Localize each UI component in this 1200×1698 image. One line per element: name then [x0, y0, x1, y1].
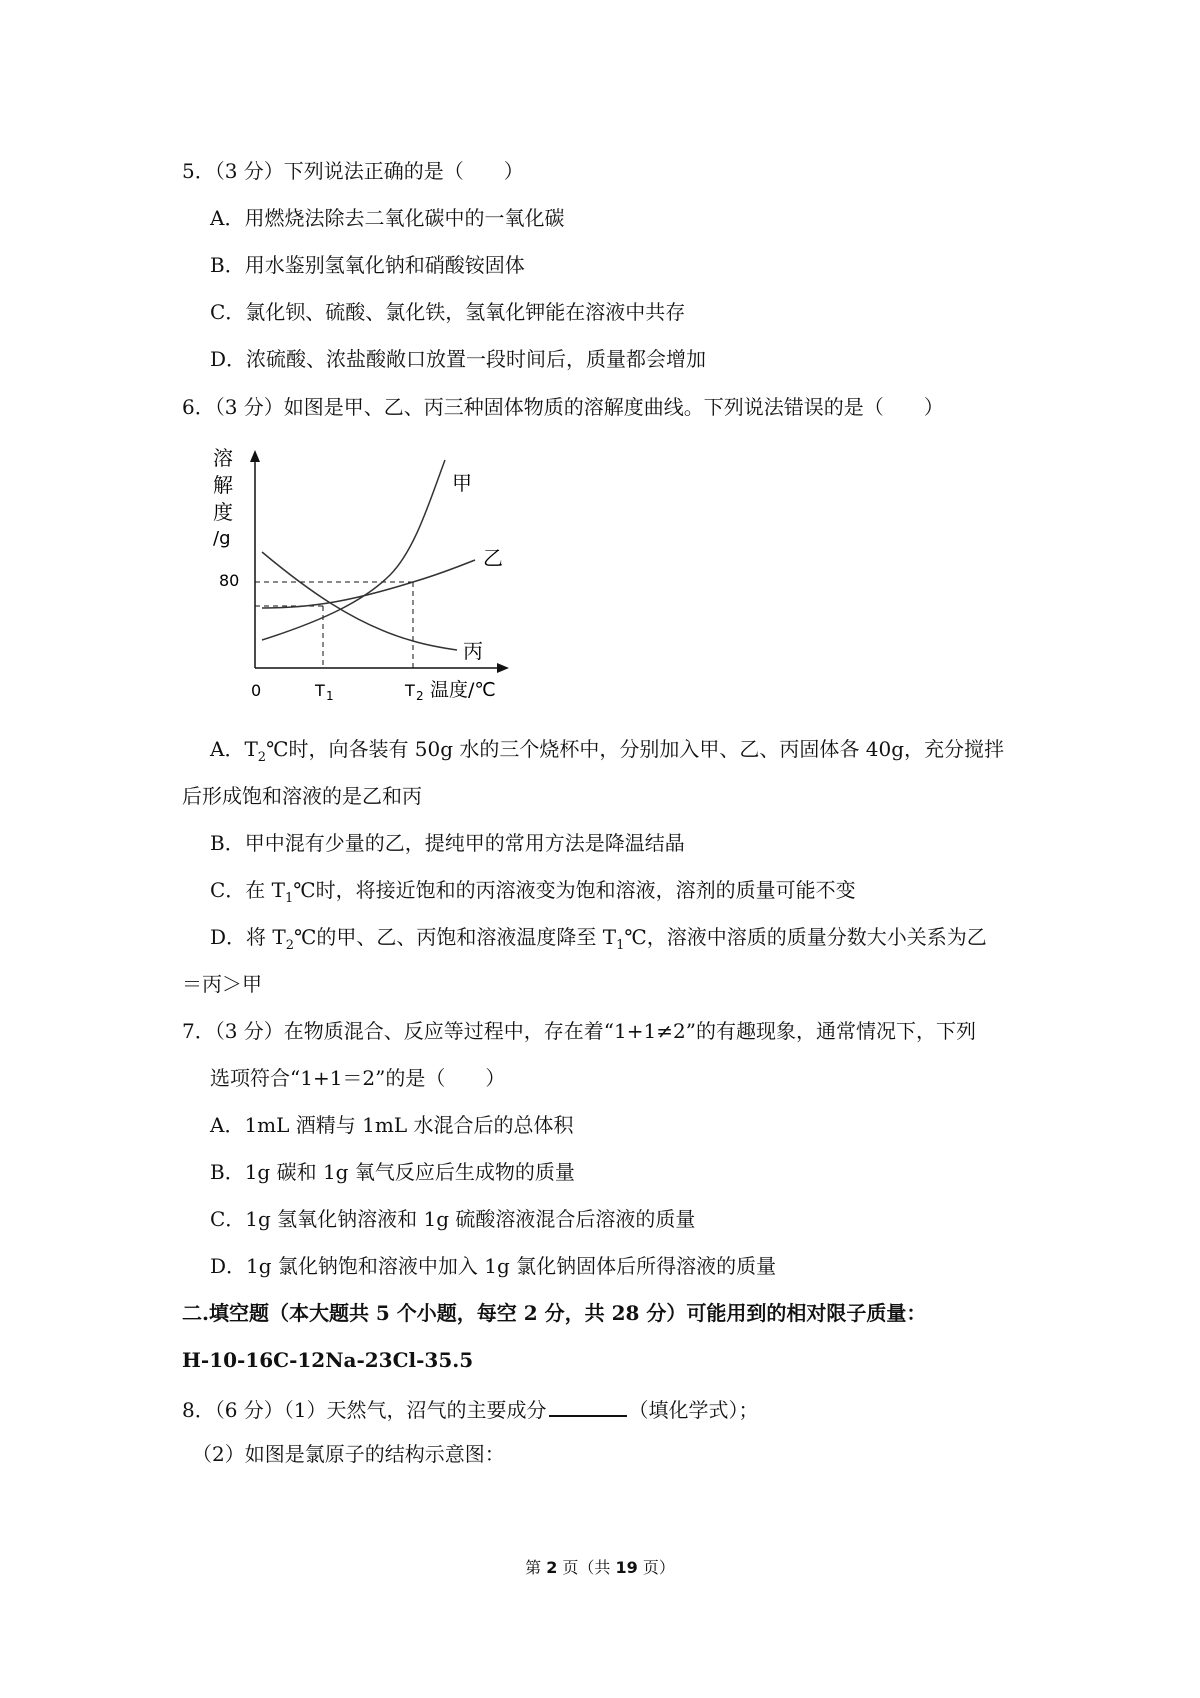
- ylabel-char-2: 解: [213, 473, 233, 497]
- curve-bing: [262, 552, 457, 650]
- q7-stem-1: 7．（3 分）在物质混合、反应等过程中，存在着“1+1≠2”的有趣现象，通常情况下，下列: [182, 1019, 976, 1043]
- x-tick-t2-sub: 2: [416, 689, 424, 703]
- solubility-chart: [205, 440, 515, 710]
- label-bing: 丙: [463, 639, 483, 663]
- q8-part2: （2）如图是氯原子的结构示意图：: [192, 1442, 505, 1466]
- x-axis-arrow: [497, 663, 509, 673]
- q7-option-a: A．1mL 酒精与 1mL 水混合后的总体积: [210, 1113, 574, 1137]
- curve-yi: [262, 560, 475, 608]
- page-footer: 第 2 页（共 19 页）: [525, 1558, 675, 1577]
- q7-option-b: B．1g 碳和 1g 氧气反应后生成物的质量: [210, 1160, 575, 1184]
- x-origin: 0: [251, 681, 262, 700]
- curve-jia: [262, 460, 445, 640]
- label-jia: 甲: [452, 471, 472, 495]
- q6-option-b: B．甲中混有少量的乙，提纯甲的常用方法是降温结晶: [210, 831, 685, 855]
- q6-option-a: A．$T_2℃$时，向各装有 50g 水的三个烧杯中，分别加入甲、乙、丙固体各 40g，充分搅拌: [210, 737, 1005, 765]
- q5-option-c: C．氯化钡、硫酸、氯化铁，氢氧化钾能在溶液中共存: [210, 300, 686, 324]
- section2-title: 二.填空题（本大题共 5 个小题，每空 2 分，共 28 分）可能用到的相对限子质量：: [182, 1301, 927, 1325]
- ylabel-char-1: 溶: [213, 446, 233, 470]
- q5-option-a: A．用燃烧法除去二氧化碳中的一氧化碳: [210, 206, 565, 230]
- q6-stem: 6．（3 分）如图是甲、乙、丙三种固体物质的溶解度曲线。下列说法错误的是（ ）: [182, 395, 944, 419]
- q5-option-d: D．浓硫酸、浓盐酸敞口放置一段时间后，质量都会增加: [210, 347, 707, 371]
- q7-option-c: C．1g 氢氧化钠溶液和 1g 硫酸溶液混合后溶液的质量: [210, 1207, 696, 1231]
- section2-masses: H-10-16C-12Na-23Cl-35.5: [182, 1348, 474, 1372]
- label-yi: 乙: [483, 546, 503, 570]
- x-tick-t2: T: [405, 681, 415, 700]
- q8-stem: 8．（6 分）（1）天然气，沼气的主要成分 （填化学式）；: [182, 1393, 759, 1424]
- q6-option-d-cont: ＝丙＞甲: [182, 972, 262, 996]
- x-tick-t1-sub: 1: [326, 689, 334, 703]
- q5-option-b: B．用水鉴别氢氧化钠和硝酸铵固体: [210, 253, 525, 277]
- q7-option-d: D．1g 氯化钠饱和溶液中加入 1g 氯化钠固体后所得溶液的质量: [210, 1254, 777, 1278]
- q6-option-a-cont: 后形成饱和溶液的是乙和丙: [182, 784, 422, 808]
- ylabel-char-4: /g: [213, 528, 231, 549]
- q6-option-c: C．在 $T_1℃$时，将接近饱和的丙溶液变为饱和溶液，溶剂的质量可能不变: [210, 878, 856, 906]
- x-tick-t1: T: [315, 681, 325, 700]
- q6-option-d: D．将 $T_2℃$的甲、乙、丙饱和溶液温度降至 $T_1℃$，溶液中溶质的质量分数大小关系为乙: [210, 925, 987, 953]
- answer-blank: [549, 1393, 627, 1417]
- x-axis-label: 温度/℃: [430, 679, 496, 701]
- y-tick-80: 80: [219, 571, 240, 590]
- q5-stem: 5．（3 分）下列说法正确的是（ ）: [182, 159, 524, 183]
- ylabel-char-3: 度: [213, 500, 233, 524]
- y-axis-arrow: [250, 450, 260, 462]
- q7-stem-2: 选项符合“1+1＝2”的是（ ）: [210, 1066, 506, 1090]
